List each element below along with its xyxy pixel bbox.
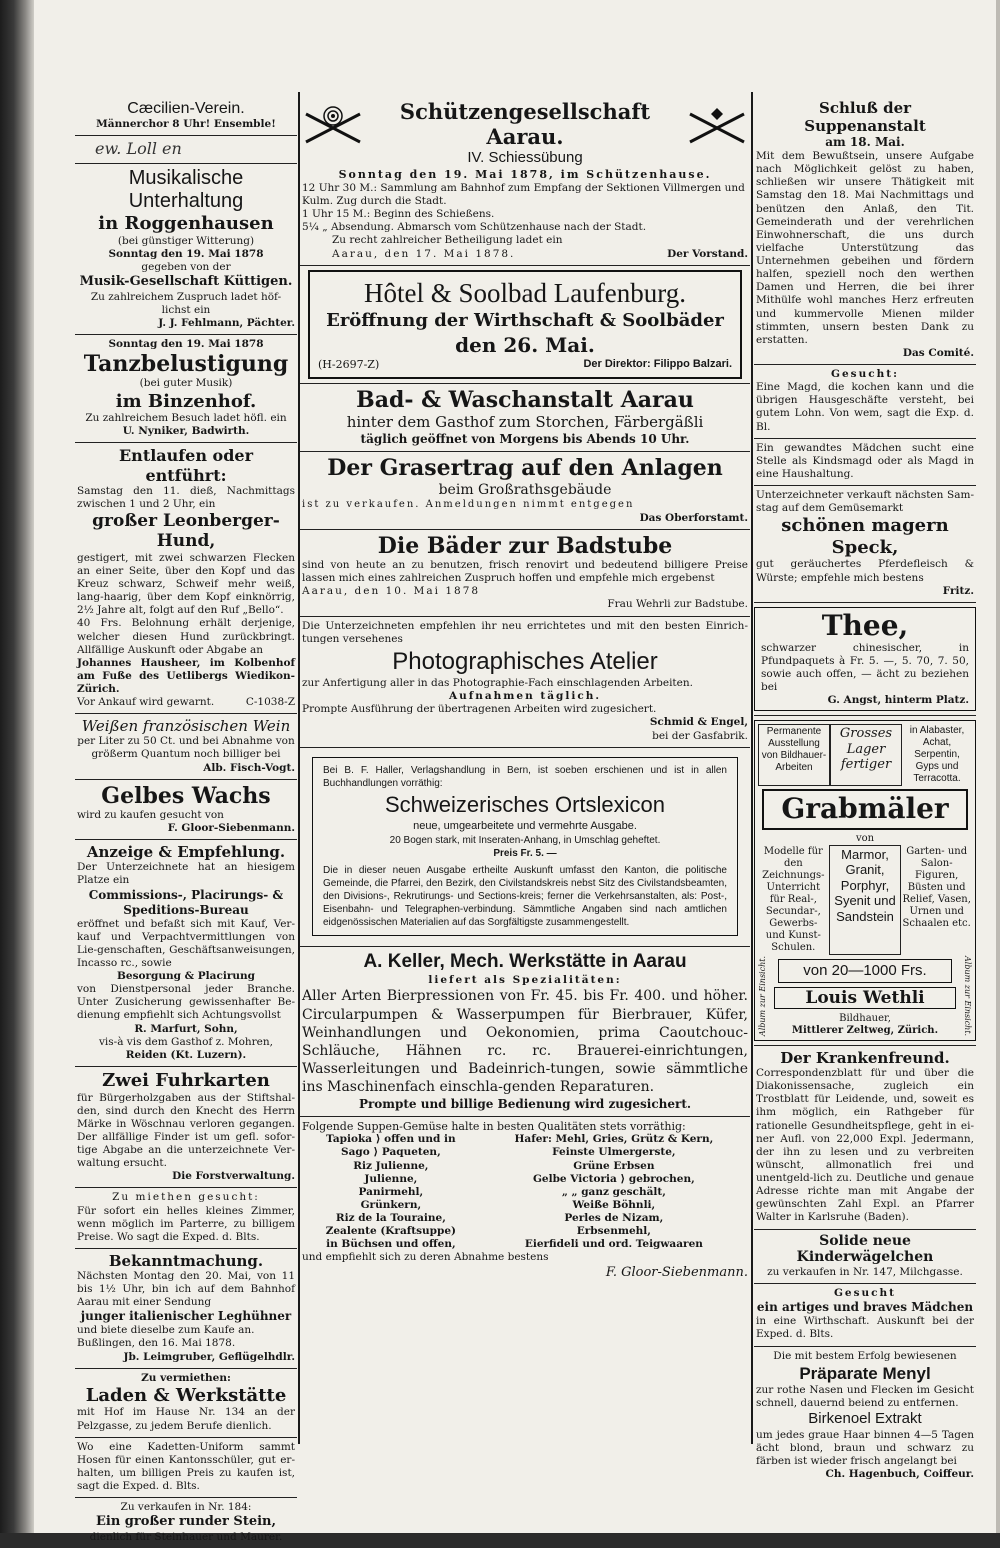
grab-stone: Marmor, Granit, Porphyr, Syenit und Sandstein xyxy=(829,845,902,955)
ad-signature: J. J. Fehlmann, Pächter. xyxy=(158,316,295,329)
ad-baeder xyxy=(300,530,750,617)
grab-role: Bildhauer, xyxy=(839,1013,891,1025)
grab-lager: Grosses Lager fertiger xyxy=(830,724,902,786)
ad-subtitle: beim Großrathsgebäude xyxy=(438,481,612,498)
ad-price: Preis Fr. 5. — xyxy=(493,847,557,859)
ad-thee xyxy=(754,603,976,716)
ad-date: am 18. Mai. xyxy=(825,135,905,149)
ad-photographie xyxy=(300,617,750,748)
ad-text: (bei günstiger Witterung) xyxy=(117,234,255,247)
ad-text: Zu recht zahlreicher Betheiligung ladet ein xyxy=(332,234,563,247)
product-row xyxy=(302,1146,748,1159)
grab-frame xyxy=(754,720,976,1041)
ad-fuhrkarten xyxy=(75,1067,297,1188)
ad-text: Die Unterzeichneten empfehlen ihr neu errichtetes und mit den besten Einrich-tungen versehenes xyxy=(302,619,748,645)
ad-hotel-laufenburg xyxy=(308,270,742,379)
ad-kinderwaegelchen xyxy=(754,1230,976,1285)
ad-bekanntmachung xyxy=(75,1249,297,1369)
ad-date: Aarau, den 10. Mai 1878 xyxy=(302,585,481,598)
ad-date: Aarau, den 17. Mai 1878. xyxy=(332,247,516,260)
ad-text: von Dienstpersonal jeder Branche. Unter Zusicherung gewissenhafter Be-dienung empfiehlt sich Achtungsvollst xyxy=(77,983,295,1022)
ad-tanz xyxy=(75,335,297,443)
ad-society: Musik-Gesellschaft Küttigen. xyxy=(79,274,293,290)
ad-suppenanstalt xyxy=(754,96,976,365)
ad-text: gestigert, mit zwei schwarzen Flecken an einer Seite, über den Kopf und das Kreuz schwarz, Schweif mehr weiß, lang-haarig, über dem Kopf einknörrig, 2½ Jahre alt, folgt auf den Ruf „Bello“. xyxy=(77,551,295,617)
target-rifles-icon xyxy=(302,104,364,144)
ad-text: sind von heute an zu benutzen, frisch renovirt und bedeutend billigere Preise lassen mich eines zahlreichen Zuspruch hoffen und empfehle mich ergebenst xyxy=(302,559,748,585)
ad-pretitle: Zu vermiethen: xyxy=(141,1371,231,1384)
ad-title: Photographisches Atelier xyxy=(392,647,658,675)
ad-title: Schweizerisches Ortslexicon xyxy=(385,791,665,817)
ad-title: schönen magern Speck, xyxy=(781,515,949,558)
ad-pretitle: Zu verkaufen in Nr. 184: xyxy=(120,1501,252,1514)
ad-text: Unterzeichneter verkauft nächsten Sam-stag auf dem Gemüsemarkt xyxy=(756,489,974,515)
ad-signature: R. Marfurt, Sohn, xyxy=(134,1022,238,1035)
grab-alabaster: in Alabaster, Achat, Serpentin, Gyps und Terracotta. xyxy=(909,725,965,785)
ad-title: Zu miethen gesucht: xyxy=(112,1191,260,1204)
ad-text: und empfiehlt sich zu deren Abnahme bestens xyxy=(302,1251,549,1264)
ad-musik xyxy=(75,164,297,335)
ad-title: Laden & Werkstätte xyxy=(85,1384,287,1406)
ad-title: Thee, xyxy=(821,608,909,642)
product-row xyxy=(302,1238,748,1251)
ad-text: vis-à vis dem Gasthof z. Mohren, xyxy=(98,1035,273,1048)
product-table xyxy=(302,1133,748,1251)
ad-title: Entlaufen oder entführt: xyxy=(118,446,254,485)
ad-title: Bad- & Waschanstalt Aarau xyxy=(356,387,694,414)
ad-text: Zu zahlreichem Zuspruch ladet höf-lichst ein xyxy=(90,290,282,316)
lexicon-frame xyxy=(312,757,738,936)
ad-suppen-gemuese xyxy=(300,1117,750,1285)
product-right: Perles de Nizam, xyxy=(564,1212,664,1225)
product-right: Erbsenmehl, xyxy=(576,1225,651,1238)
ad-text: Nächsten Montag den 20. Mai, von 11 bis 1½ Uhr, bin ich auf dem Bahnhof Aarau mit einer Sendung xyxy=(77,1269,295,1309)
ad-signature: Fritz. xyxy=(942,584,974,597)
ad-grabmaeler xyxy=(754,716,976,1046)
ad-subtitle: großer Leonberger-Hund, xyxy=(92,511,280,552)
crossed-rifles-icon xyxy=(686,104,748,144)
ad-date: Sonntag den 19. Mai 1878, im Schützenhause. xyxy=(338,168,712,182)
ad-text: Wo eine Kadetten-Uniform sammt Hosen für einen Kantonsschüler, gut er-halten, um billigen Preis zu kaufen ist, sagt die Exped. d. Blts. xyxy=(77,1440,295,1492)
ad-laden xyxy=(75,1369,297,1438)
product-row xyxy=(302,1133,748,1146)
ad-text: schwarzer chinesischer, in Pfundpaquets à Fr. 5. —, 5. 70, 7. 50, sowie auch offen, — ächt zu beziehen bei xyxy=(761,641,969,693)
ad-signature: Alb. Fisch-Vogt. xyxy=(203,761,295,774)
ad-text: Aller Arten Bierpressionen von Fr. 45. bis Fr. 400. und höher. Circularpumpen & Wasserpumpen für Bierbrauer, Küfer, Weinhandlungen und Oekonomien, prima Caoutchouc-Schläuche, Hähnen rc. rc. Brauerei-einrichtungen, Wasserleitungen und Badeinrich-tungen, sowie sämmtliche ins Maschinenfach einschla-genden Reparaturen. xyxy=(302,988,748,1096)
schedule-line: 5¼ „ Absendung. Abmarsch vom Schützenhause nach der Stadt. xyxy=(302,221,647,234)
ad-title: Der Grasertrag auf den Anlagen xyxy=(327,455,723,482)
book-spine xyxy=(0,0,34,1533)
ad-date: Sonntag den 19. Mai 1878 xyxy=(108,337,264,350)
product-right: Eierfideli und ord. Teigwaaren xyxy=(524,1238,703,1251)
ad-signature: Das Comité. xyxy=(902,346,974,359)
product-left: Riz Julienne, xyxy=(353,1159,429,1172)
product-right: Grüne Erbsen xyxy=(573,1159,655,1172)
ad-text: Für sofort ein helles kleines Zimmer, wenn möglich im Parterre, zu billigem Preise. Wo sagt die Exped. d. Blts. xyxy=(77,1204,295,1243)
ad-title: A. Keller, Mech. Werkstätte in Aarau xyxy=(363,950,687,972)
ad-kadetten xyxy=(75,1438,297,1499)
ad-grasertrag xyxy=(300,452,750,530)
grab-address: Mittlerer Zeltweg, Zürich. xyxy=(791,1025,939,1037)
ad-subtitle: liefert als Spezialitäten: xyxy=(428,974,622,987)
ad-text: (bei guter Musik) xyxy=(139,377,233,390)
ad-text: Die in dieser neuen Ausgabe ertheilte Auskunft umfasst den Kanton, die politische Gemeinde, die Pfarrei, den Bezirk, den Civilstandskreis nebst Sitz des Civilstandsbeamten, den Divisions-, Rekrutirungs- und Sections-kreis; ferner die Verkehrsanstalten, als: Post-, Eisenbahn- und Telegraphen-verbindung. Sämmtliche Angaben sind nach amtlichen eidgenössischen Materialien auf das Sorgfältigste zusammengestellt. xyxy=(323,864,727,928)
product-left: Zealente (Kraftsuppe) xyxy=(325,1225,457,1238)
ad-subtitle: neue, umgearbeitete und vermehrte Ausgabe. xyxy=(413,820,637,833)
ad-text: per Liter zu 50 Ct. und bei Abnahme von größerm Quantum noch billiger bei xyxy=(77,735,295,761)
ad-signature: F. Gloor-Siebenmann. xyxy=(605,1264,748,1280)
ad-text: gut geräuchertes Pferdefleisch & Würste; empfehle mich bestens xyxy=(756,558,974,584)
ad-schuetzen xyxy=(300,96,750,266)
page-edge xyxy=(996,0,1000,1533)
ad-text: Ein gewandtes Mädchen sucht eine Stelle als Kindsmagd oder als Magd in eine Haushaltung. xyxy=(756,441,974,480)
ad-title: Gesucht: xyxy=(831,368,899,380)
ad-subtitle: Besorgung & Placirung xyxy=(117,970,255,983)
schedule-line: 1 Uhr 15 M.: Beginn des Schießens. xyxy=(302,208,495,221)
column-rule-right xyxy=(751,92,753,1444)
ad-text: in eine Wirthschaft. Auskunft bei der Exped. d. Blts. xyxy=(756,1315,974,1341)
ad-text: zur rothe Nasen und Flecken im Gesicht schnell, dauernd beiend zu entfernen. xyxy=(756,1383,974,1410)
middle-column xyxy=(300,96,750,1285)
schedule-line: 12 Uhr 30 M.: Sammlung am Bahnhof zum Empfang der Sektionen Villmergen und Kulm. Zug durch die Stadt. xyxy=(302,181,745,207)
product-left: Riz de la Touraine, xyxy=(335,1212,446,1225)
ad-text: für Bürgerholzgaben aus der Stiftshal-den, sind durch den Knecht des Herrn Märke in Wöschnau verloren gegangen. Der allfällige Finder ist um gefl. sofor-tige Abgabe an die unterzeichnete Ver-waltung ersucht. xyxy=(77,1091,295,1170)
ad-title: Cæcilien-Verein. xyxy=(127,100,245,117)
ad-code: (H-2697-Z) xyxy=(318,358,380,372)
ad-text: dienlich für Steinhauer und Maurer. xyxy=(89,1530,283,1543)
product-right: Hafer: Mehl, Gries, Grütz & Kern, xyxy=(514,1133,714,1146)
ad-text: Männerchor 8 Uhr! Ensemble! xyxy=(96,118,276,131)
grab-garten: Garten- und Salon-Figuren, Büsten und Relief, Vasen, Urnen und Schaalen etc. xyxy=(902,845,971,929)
ad-text: Folgende Suppen-Gemüse halte in besten Qualitäten stets vorräthig: xyxy=(302,1119,686,1133)
ad-subtitle: hinter dem Gasthof zum Storchen, Färbergäßli xyxy=(346,413,704,432)
ad-kindsmagd xyxy=(754,439,976,486)
product-right: „ „ ganz geschält, xyxy=(561,1185,666,1198)
left-column xyxy=(75,96,297,1548)
ad-wachs xyxy=(75,780,297,841)
ad-text: gegeben von der xyxy=(141,261,231,274)
ad-krankenfreund xyxy=(754,1046,976,1230)
grab-permanent: Permanente Ausstellung von Bildhauer-Arbeiten xyxy=(758,724,830,786)
grab-modelle: Modelle für den Zeichnungs-Unterricht für Real-, Secundar-, Gewerbs- und Kunst-Schulen. xyxy=(762,845,825,953)
grab-side-right: Album zur Einsicht. xyxy=(963,955,972,1036)
ad-title: Schluß der Suppenanstalt xyxy=(804,99,926,135)
ad-footer: Prompte und billige Bedienung wird zugesichert. xyxy=(358,1096,692,1111)
ad-title: Präparate Menyl xyxy=(799,1363,931,1383)
ad-title: Schützengesellschaft Aarau. xyxy=(399,99,651,150)
ad-text: Aufnahmen täglich. xyxy=(448,690,602,703)
ad-maedchen xyxy=(754,1284,976,1346)
ad-signature: U. Nyniker, Badwirth. xyxy=(122,425,250,438)
product-row xyxy=(302,1173,748,1186)
product-left: Sago ⟩ Paqueten, xyxy=(340,1146,441,1159)
ad-signature: Die Forstverwaltung. xyxy=(172,1170,295,1183)
product-row xyxy=(302,1186,748,1199)
product-left: Panirmehl, xyxy=(358,1185,424,1198)
ad-subtitle: Birkenoel Extrakt xyxy=(808,1410,922,1428)
ad-title: Tanzbelustigung xyxy=(83,351,289,378)
ad-signature: Frau Wehrli zur Badstube. xyxy=(607,598,748,611)
grab-von: von xyxy=(855,832,875,844)
ad-title: Ein großer runder Stein, xyxy=(95,1514,277,1530)
ad-hund xyxy=(75,443,297,714)
ad-text: täglich geöffnet von Morgens bis Abends 10 Uhr. xyxy=(360,432,690,447)
ad-text: Samstag den 11. dieß, Nachmittags zwischen 1 und 2 Uhr, ein xyxy=(77,484,295,510)
ad-signature: Der Vorstand. xyxy=(667,247,748,260)
ad-signature: F. Gloor-Siebenmann. xyxy=(167,822,295,835)
ad-title: Der Krankenfreund. xyxy=(780,1049,950,1068)
product-right: Feinste Ulmergerste, xyxy=(552,1146,676,1159)
ad-text: Correspondenzblatt für und über die Diakonissensache, zugleich ein Trostblatt für Leidende, und, soweit es ihm möglich, ein Rathgeber für rationelle Gesundheitspflege, geht in ei-ner Aufl. von 22,000 Expl. Jedermann, der ihn zu lesen und zu verbreiten wünscht, allmonatlich frei und unentgeld-lich zu. Deutliche und genaue Adresse richte man mit Angabe der gewünschten Zahl Expl. an Pfarrer Walter in Karlsruhe (Baden). xyxy=(756,1067,974,1224)
ad-text: zu verkaufen in Nr. 147, Milchgasse. xyxy=(767,1266,963,1279)
ad-title: Gelbes Wachs xyxy=(101,782,271,809)
ad-subtitle: IV. Schiessübung xyxy=(467,149,583,167)
ad-text: Der Unterzeichnete hat an hiesigem Platze ein xyxy=(77,861,295,887)
ad-title: Zwei Fuhrkarten xyxy=(102,1069,270,1091)
product-left: Grünkern, xyxy=(360,1198,422,1211)
ad-date: Bußlingen, den 16. Mai 1878. xyxy=(77,1337,236,1350)
ad-text: Vor Ankauf wird gewarnt. xyxy=(77,696,215,709)
ad-owner: Johannes Hausheer, im Kolbenhof am Fuße des Uetlibergs Wiedikon-Zürich. xyxy=(77,656,295,696)
ad-place: im Binzenhof. xyxy=(115,390,257,412)
ad-keller xyxy=(300,947,750,1117)
ad-title: Bekanntmachung. xyxy=(108,1251,264,1270)
product-row xyxy=(302,1160,748,1173)
product-left: in Büchsen und offen, xyxy=(326,1238,456,1251)
ad-text: bei der Gasfabrik. xyxy=(652,729,748,742)
ad-text: 40 Frs. Belohnung erhält derjenige, welcher diesen Hund zurückbringt. Allfällige Auskunft oder Abgabe an xyxy=(77,617,295,656)
product-table-body xyxy=(302,1133,748,1251)
ad-signature: Jb. Leimgruber, Geflügelhdlr. xyxy=(123,1350,295,1363)
ad-place: in Roggenhausen xyxy=(98,213,274,235)
product-right: Weiße Böhnli, xyxy=(572,1198,656,1211)
ad-date: den 26. Mai. xyxy=(455,333,595,358)
product-left: Tapioka ⟩ offen und in xyxy=(326,1133,456,1146)
ad-title: Gesucht xyxy=(833,1287,897,1300)
ad-text: Bei B. F. Haller, Verlagshandlung in Bern, ist soeben erschienen und ist in allen Buchhandlungen vorräthig: xyxy=(323,764,727,789)
ad-title: Solide neue Kinderwägelchen xyxy=(796,1232,934,1266)
ad-subtitle: Eröffnung der Wirthschaft & Soolbäder xyxy=(326,309,724,331)
grab-side-left: Album zur Einsicht. xyxy=(758,955,767,1036)
ad-signature: Ch. Hagenbuch, Coiffeur. xyxy=(825,1468,974,1481)
ad-title: Anzeige & Empfehlung. xyxy=(86,843,286,862)
ad-text: und biete dieselbe zum Kaufe an. xyxy=(77,1324,255,1337)
ad-text: wird zu kaufen gesucht von xyxy=(77,809,224,822)
ad-title: Weißen französischen Wein xyxy=(81,717,291,736)
ad-title: Die Bäder zur Badstube xyxy=(377,532,673,559)
ad-bad-waschanstalt xyxy=(300,383,750,452)
ad-text: Zu zahlreichem Besuch ladet höfl. ein xyxy=(85,412,287,425)
product-right: Gelbe Victoria ⟩ gebrochen, xyxy=(532,1172,695,1185)
ad-subtitle: junger italienischer Leghühner xyxy=(80,1309,292,1324)
ad-date: Sonntag den 19. Mai 1878 xyxy=(108,248,264,261)
ad-signature: G. Angst, hinterm Platz. xyxy=(827,694,969,707)
ad-text: Prompte Ausführung der übertragenen Arbeiten wird zugesichert. xyxy=(302,703,657,716)
handwriting: ew. Loll en xyxy=(95,139,182,159)
ad-signature: Das Oberforstamt. xyxy=(639,511,748,524)
ad-text: 20 Bogen stark, mit Inseraten-Anhang, in Umschlag geheftet. xyxy=(389,834,661,846)
ad-wein xyxy=(75,714,297,779)
ad-caecilien xyxy=(75,96,297,136)
ad-subtitle: ein artiges und braves Mädchen xyxy=(756,1300,974,1315)
ad-title: Hôtel & Soolbad Laufenburg. xyxy=(364,277,686,308)
ad-zimmer xyxy=(75,1188,297,1249)
ad-signature: Der Direktor: Filippo Balzari. xyxy=(583,358,732,371)
thee-frame xyxy=(754,607,976,711)
grab-name: Louis Wethli xyxy=(774,987,957,1009)
ad-ortslexicon xyxy=(300,748,750,947)
ad-text: Reiden (Kt. Luzern). xyxy=(125,1048,247,1061)
ad-anzeige xyxy=(75,840,297,1067)
product-left: Julienne, xyxy=(364,1172,418,1185)
grab-price: von 20—1000 Frs. xyxy=(778,959,953,983)
right-column xyxy=(754,96,976,1485)
ad-text: eröffnet und befaßt sich mit Kauf, Ver-kauf und Verpachtvermittlungen von Lie-genschaften, Geschäftsanweisungen, Incasso rc., sowie xyxy=(77,917,295,969)
ad-text: Eine Magd, die kochen kann und die übrigen Hausgeschäfte versteht, bei gutem Lohn. Von wem, sagt die Exp. d. Bl. xyxy=(756,381,974,433)
ad-text: Mit dem Bewußtsein, unsere Aufgabe nach Möglichkeit gelöst zu haben, schließen wir unsere Thätigkeit mit Samstag den 18. Mai Nachmittags und benützen den Anlaß, den Tit. Gemeinderath und der verehrlichen Einwohnerschaft, die uns durch vielfache Unterstützung das Unternehmen gebeihen und fördern halfen, speziell noch den werthen Damen und Herren, die bei ihrer Mithülfe wohl manches Herz erfreuten und kummervolle Mienen milder stimmten, unsern besten Dank zu erstatten. xyxy=(756,150,974,346)
ad-signature: Schmid & Engel, xyxy=(649,716,748,729)
ad-speck xyxy=(754,486,976,603)
ad-text: um jedes graue Haar binnen 4—5 Tagen ächt blond, braun und schwarz zu färben ist wieder frisch angelangt bei xyxy=(756,1428,974,1468)
product-row xyxy=(302,1212,748,1225)
ad-text: mit Hof im Hause Nr. 134 an der Pelzgasse, zu jedem Berufe dienlich. xyxy=(77,1406,295,1432)
handwritten-note xyxy=(75,136,297,164)
ad-text: Die mit bestem Erfolg bewiesenen xyxy=(773,1349,957,1362)
grab-title: Grabmäler xyxy=(762,789,968,829)
ad-menyl xyxy=(754,1347,976,1486)
ad-text: zur Anfertigung aller in das Photographie-Fach einschlagenden Arbeiten. xyxy=(302,677,693,690)
product-row xyxy=(302,1225,748,1238)
ad-subtitle: Commissions-, Placirungs- & Speditions-Bureau xyxy=(88,887,284,917)
ad-title: Musikalische Unterhaltung xyxy=(128,167,244,213)
ad-magd xyxy=(754,365,976,439)
ad-stein xyxy=(75,1498,297,1548)
ad-code: C-1038-Z xyxy=(245,696,295,709)
ad-text: ist zu verkaufen. Anmeldungen nimmt entgegen xyxy=(302,499,635,511)
product-row xyxy=(302,1199,748,1212)
